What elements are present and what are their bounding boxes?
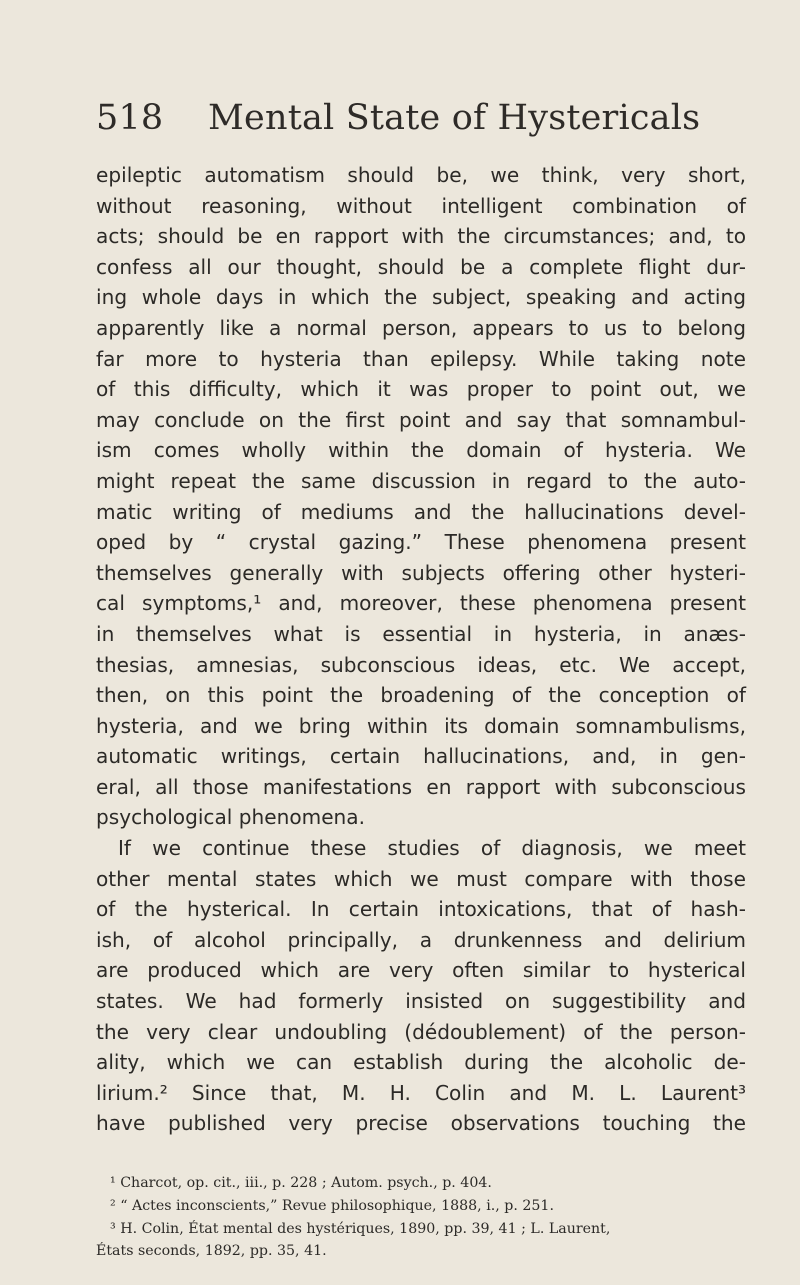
- text-line: ality, which we can establish during the alcoholic de-: [96, 1050, 746, 1075]
- footnote-continuation: États seconds, 1892, pp. 35, 41.: [96, 1243, 327, 1260]
- text-line: are produced which are very often similar to hysterical: [96, 958, 746, 983]
- chapter-title: Mental State of Hystericals: [208, 98, 701, 138]
- text-line: far more to hysteria than epilepsy. While taking note: [96, 346, 746, 371]
- text-line: of the hysterical. In certain intoxications, that of hash-: [96, 897, 746, 922]
- footnote: ¹ Charcot, op. cit., iii., p. 228 ; Autom. psych., p. 404.: [110, 1175, 492, 1191]
- text-line: lirium.² Since that, M. H. Colin and M. L. Laurent³: [96, 1080, 746, 1105]
- text-line: in themselves what is essential in hysteria, in anæs-: [96, 621, 746, 646]
- text-line: acts; should be en rapport with the circumstances; and, to: [96, 224, 746, 249]
- page-number: 518: [96, 98, 164, 138]
- text-line: hysteria, and we bring within its domain somnambulisms,: [96, 713, 746, 738]
- text-line: ing whole days in which the subject, speaking and acting: [96, 285, 746, 310]
- text-line: oped by “ crystal gazing.” These phenomena present: [96, 530, 746, 555]
- text-line: cal symptoms,¹ and, moreover, these phenomena present: [96, 591, 746, 616]
- text-line: have published very precise observations touching the: [96, 1111, 746, 1136]
- text-line: might repeat the same discussion in regard to the auto-: [96, 468, 746, 493]
- text-line: without reasoning, without intelligent combination of: [96, 193, 746, 218]
- text-line: themselves generally with subjects offering other hysteri-: [96, 560, 746, 585]
- text-line: eral, all those manifestations en rapport with subconscious: [96, 774, 746, 799]
- text-line: of this difficulty, which it was proper to point out, we: [96, 377, 746, 402]
- text-line: apparently like a normal person, appears to us to belong: [96, 315, 746, 340]
- footnote: ² “ Actes inconscients,” Revue philosophique, 1888, i., p. 251.: [110, 1197, 554, 1214]
- text-line: the very clear undoubling (dédoublement) of the person-: [96, 1019, 746, 1044]
- text-line: ish, of alcohol principally, a drunkenness and delirium: [96, 927, 746, 952]
- text-line: matic writing of mediums and the hallucinations devel-: [96, 499, 746, 524]
- footnotes: [96, 1172, 750, 1263]
- footnote: ³ H. Colin, État mental des hystériques, 1890, pp. 39, 41 ; L. Laurent,: [110, 1220, 611, 1237]
- text-line: confess all our thought, should be a complete flight dur-: [96, 254, 746, 279]
- text-line: states. We had formerly insisted on suggestibility and: [96, 989, 746, 1014]
- text-line: automatic writings, certain hallucinations, and, in gen-: [96, 744, 746, 769]
- text-line: ism comes wholly within the domain of hysteria. We: [96, 438, 746, 463]
- text-line: other mental states which we must compare with those: [96, 866, 746, 891]
- text-line: may conclude on the first point and say that somnambul-: [96, 407, 746, 432]
- text-line: thesias, amnesias, subconscious ideas, etc. We accept,: [96, 652, 746, 677]
- running-head: [96, 98, 701, 138]
- text-line: If we continue these studies of diagnosis, we meet: [118, 836, 746, 861]
- body-text: [96, 160, 746, 1139]
- text-line: epileptic automatism should be, we think, very short,: [96, 163, 746, 187]
- text-line: then, on this point the broadening of the conception of: [96, 683, 746, 708]
- text-line: psychological phenomena.: [96, 805, 365, 830]
